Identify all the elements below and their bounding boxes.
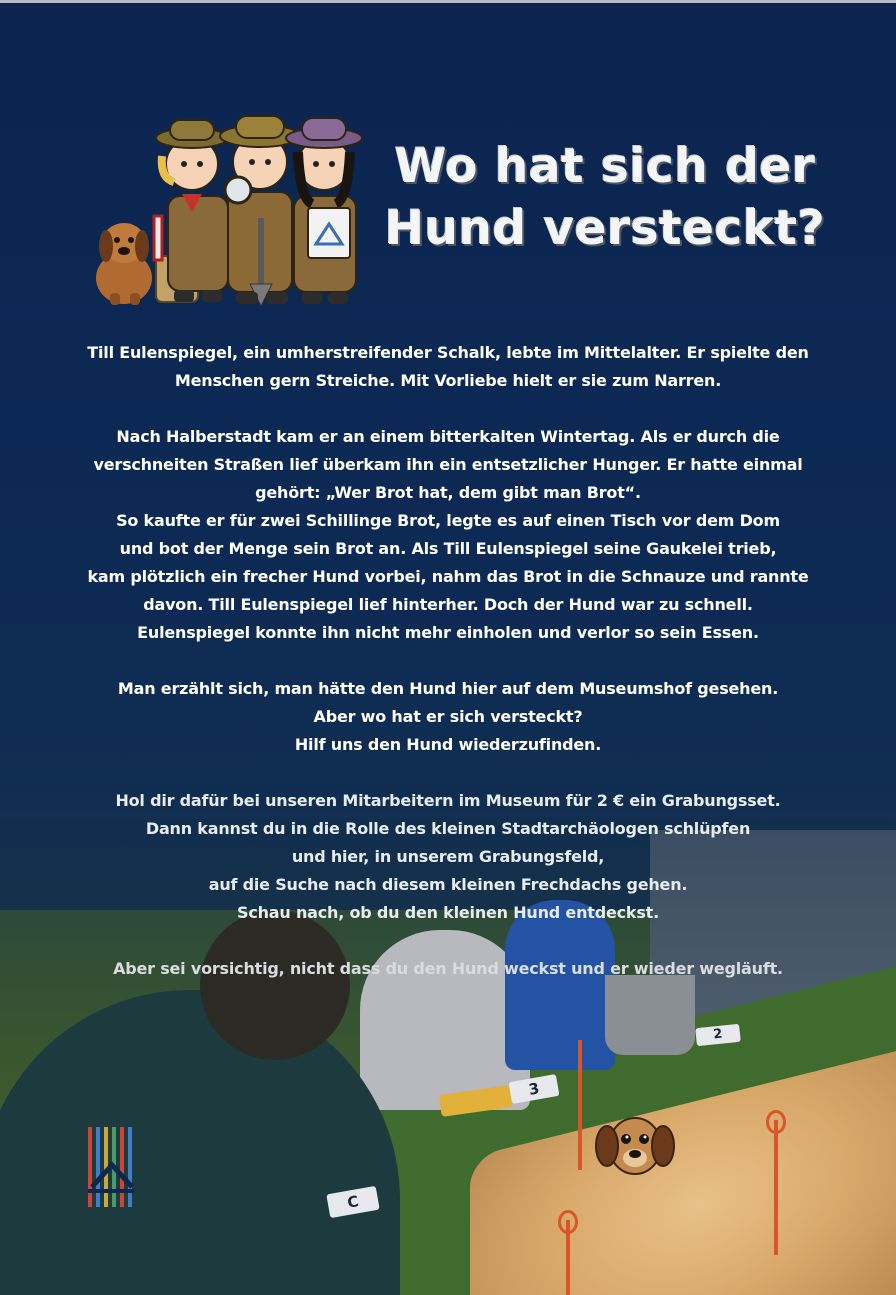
text-line: So kaufte er für zwei Schillinge Brot, legte es auf einen Tisch vor dem Dom [116,511,780,530]
number-card-label: 2 [712,1026,724,1043]
text-line: Dann kannst du in die Rolle des kleinen Stadtarchäologen schlüpfen [145,819,751,838]
text-line: verschneiten Straßen lief überkam ihn ein entsetzlicher Hunger. Er hatte einmal [93,455,803,474]
paragraph-story [60,423,836,647]
text-line: Hilf uns den Hund wiederzufinden. [294,735,602,754]
text-line: und bot der Menge sein Brot an. Als Till Eulenspiegel seine Gaukelei trieb, [119,539,777,558]
text-line: davon. Till Eulenspiegel lief hinterher. Doch der Hund war zu schnell. [143,595,753,614]
paragraph-instructions [60,787,836,927]
dog-face-illustration [593,1112,678,1180]
text-line: Aber sei vorsichtig, nicht dass du den Hund weckst und er wieder wegläuft. [113,959,783,978]
dog-illustration [96,223,152,305]
text-line: gehört: „Wer Brot hat, dem gibt man Brot“. [255,483,641,502]
text-line: kam plötzlich ein frecher Hund vorbei, nahm das Brot in die Schnauze und rannte [87,567,809,586]
text-line: Schau nach, ob du den kleinen Hund entdeckst. [237,903,659,922]
paragraph-warning [60,955,836,983]
text-line: Eulenspiegel konnte ihn nicht mehr einholen und verlor so sein Essen. [137,623,759,642]
text-line: Hol dir dafür bei unseren Mitarbeitern im Museum für 2 € ein Grabungsset. [115,791,781,810]
page-title [380,136,830,260]
text-line: Till Eulenspiegel, ein umherstreifender Schalk, lebte im Mittelalter. Er spielte den [87,343,809,362]
text-line: Aber wo hat er sich versteckt? [313,707,583,726]
museum-logo [86,1125,138,1210]
measuring-stake [578,1040,582,1170]
number-card-label: 3 [527,1079,541,1099]
text-line: Nach Halberstadt kam er an einem bitterkalten Wintertag. Als er durch die [116,427,780,446]
stake-ring [558,1210,578,1234]
text-line: Man erzählt sich, man hätte den Hund hier auf dem Museumshof gesehen. [117,679,779,698]
title-line-1: Wo hat sich der [394,139,816,194]
story-text [60,339,836,983]
number-card-label: C [346,1192,360,1212]
measuring-stake [774,1120,778,1255]
text-line: und hier, in unserem Grabungsfeld, [291,847,605,866]
paragraph-intro [60,339,836,395]
top-border [0,0,896,3]
paragraph-question [60,675,836,759]
stake-ring [766,1110,786,1134]
explorer-kids-illustration [90,108,372,308]
text-line: auf die Suche nach diesem kleinen Frechdachs gehen. [208,875,688,894]
title-line-2: Hund versteckt? [384,201,826,256]
text-line: Menschen gern Streiche. Mit Vorliebe hielt er sie zum Narren. [174,371,722,390]
bucket [605,975,695,1055]
